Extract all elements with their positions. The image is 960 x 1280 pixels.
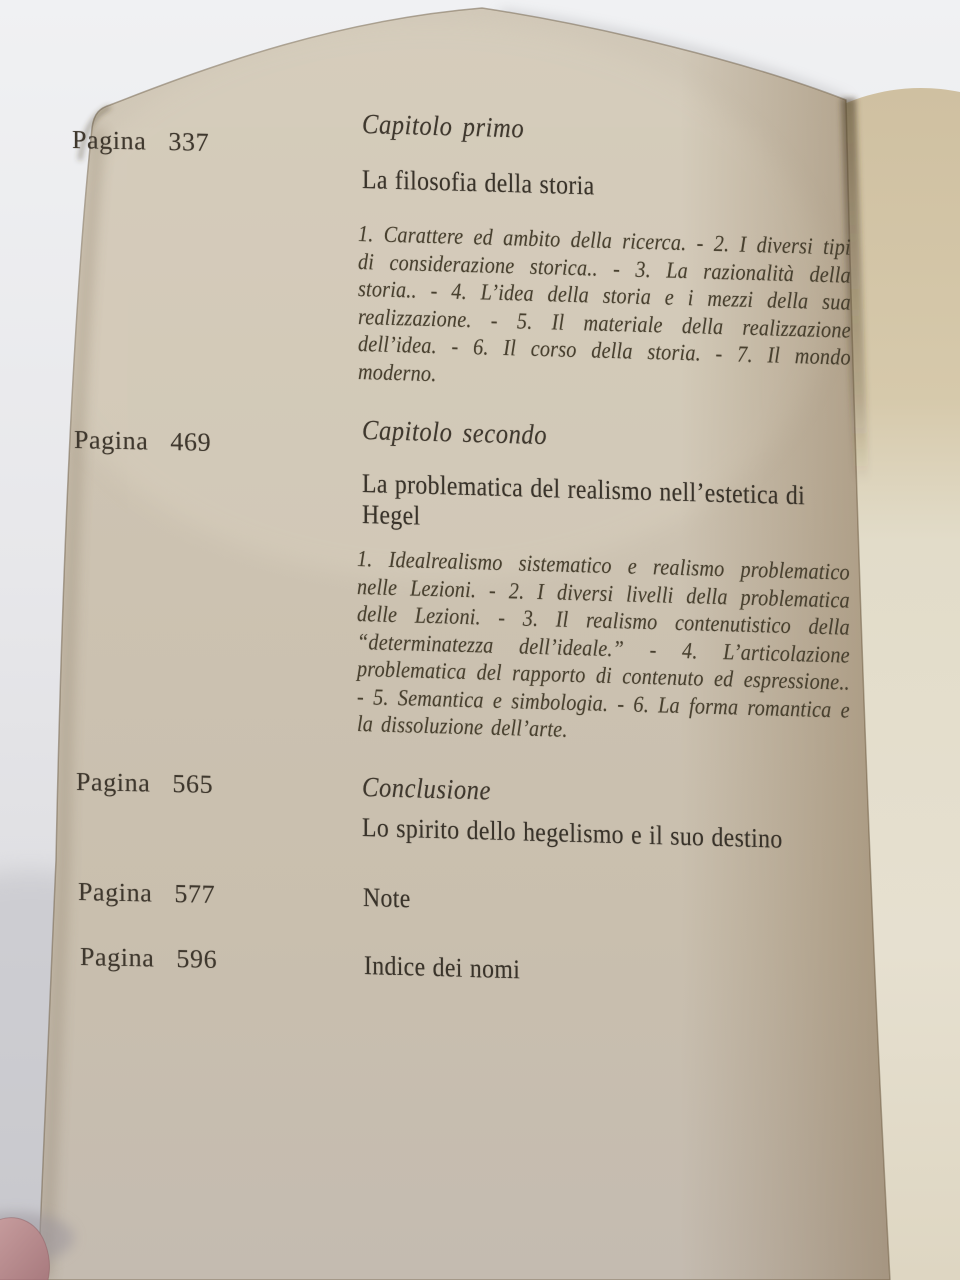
page-ref [72, 125, 209, 158]
page-number: 577 [174, 879, 216, 909]
page-ref [74, 425, 211, 458]
chapter-heading: Conclusione [362, 772, 492, 807]
chapter-title: La filosofia della storia [362, 164, 595, 201]
page-ref [78, 877, 215, 910]
chapter-title: Indice dei nomi [364, 950, 521, 985]
chapter-summary: 1. Idealrealismo sistematico e realismo problematico nelle Lezioni. - 2. I diversi livelli della problematica delle Lezioni. - 3. Il realismo contenutistico della “determinatezza dell’ideale.” - 4. L’articolazione problematica del rapporto di contenuto ed espressione.. - 5. Semantica e simbologia. - 6. La forma romantica e la dissoluzione dell’arte. [357, 546, 850, 742]
chapter-title: Note [363, 882, 411, 914]
page-ref [80, 942, 217, 975]
chapter-summary: 1. Carattere ed ambito della ricerca. - 2. I diversi tipi di considerazione storica.. - 3. La razionalità della storia.. - 4. L’idea della storia e i mezzi della sua realizzazione. - 5. Il materiale della realizzazione dell’idea. - 6. Il corso della storia. - 7. Il mondo moderno. [358, 221, 851, 386]
page-number: 337 [168, 127, 210, 157]
page-label: Pagina [76, 767, 151, 798]
page-label: Pagina [74, 425, 149, 456]
chapter-title: La problematica del realismo nell’estetica di Hegel [362, 468, 806, 531]
page-label: Pagina [78, 877, 153, 908]
page-number: 565 [172, 769, 214, 799]
page-label: Pagina [72, 125, 147, 156]
page-number: 469 [170, 427, 212, 457]
page-number: 596 [176, 944, 218, 974]
page-ref [76, 767, 213, 800]
chapter-title: Lo spirito dello hegelismo e il suo destino [362, 812, 783, 854]
chapter-heading: Capitolo primo [362, 109, 525, 145]
page-label: Pagina [80, 942, 155, 973]
chapter-heading: Capitolo secondo [362, 415, 548, 452]
